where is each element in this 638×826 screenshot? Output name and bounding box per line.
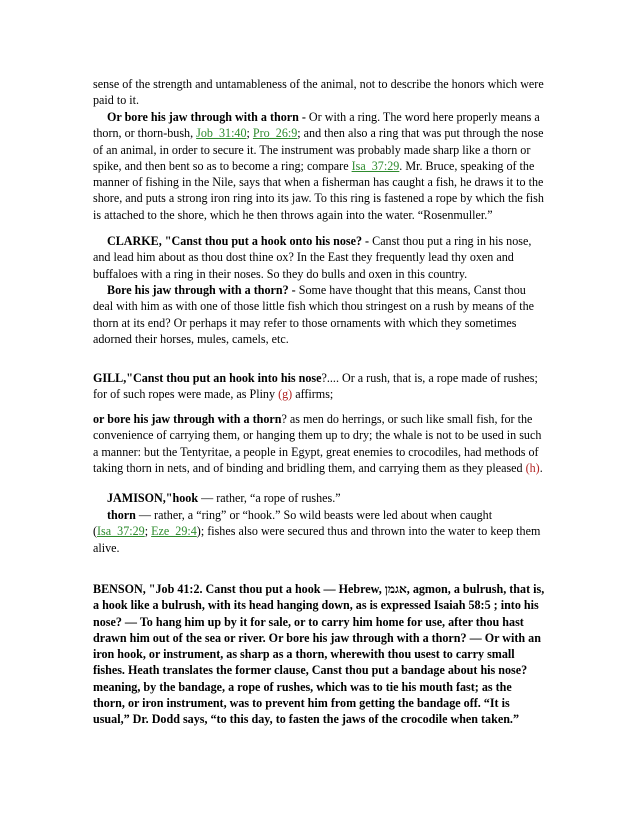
paragraph-text: . Mr. Bruce, speaking of the manner of fishing in the Nile, says that when a fisherman has caught a fish, he draws it to the shore, and puts a strong iron ring into its jaw. To this ring is fastened a rope by which the fish is attached to the shore, which he then throws again into the water. “Rosenmuller.” (93, 158, 544, 222)
paragraph-text: ?.... Or a rush, that is, a rope made of rushes; for of such ropes were made, as Pliny (93, 371, 538, 402)
paragraph-text: — rather, “a rope of rushes.” (198, 491, 341, 505)
jamison-thorn-paragraph (93, 507, 545, 556)
paragraph-text: affirms; (292, 387, 334, 402)
verse-heading: Bore his jaw through with a thorn? - (107, 283, 299, 297)
separator-text: ; (246, 126, 253, 141)
barnes-thorn-paragraph (93, 109, 545, 223)
paragraph-text: BENSON, "Job 41:2. Canst thou put a hook — Hebrew, אגמן, agmon, a bulrush, that is, a hook like a bulrush, with its head hanging down, as is expressed Isaiah 58:5 ; into his nose? — To hang him up by it for sale, or to carry him home for use, after thou hast drawn him out of the sea or river. Or bore his jaw through with a thorn? — Or with an iron hook, or instrument, as sharp as a thorn, wherewith thou usest to carry small fishes. Heath translates the former clause, Canst thou put a bandage about his nose? meaning, by the bandage, a rope of rushes, which was to tie his mouth fast; as the thorn, or iron instrument, was to prevent him from getting the bandage off. “It is usual,” Dr. Dodd says, “to this day, to fasten the jaws of the crocodile when taken.” (93, 582, 545, 727)
clarke-hook-paragraph (93, 233, 545, 282)
verse-heading: or bore his jaw through with a thorn (93, 412, 282, 426)
jamison-hook-paragraph (93, 490, 545, 506)
benson-paragraph (93, 581, 545, 728)
footnote-marker-h[interactable]: (h) (525, 460, 540, 475)
scripture-link-isa-37-29[interactable]: Isa_37:29 (351, 158, 400, 173)
paragraph-text: . (539, 460, 543, 475)
verse-heading: thorn (107, 508, 136, 522)
paragraph-text: ); fishes also were secured thus and thrown into the water to keep them alive. (93, 524, 541, 555)
paragraph-text: ? as men do herrings, or such like small fish, for the convenience of carrying them, or hanging them up to dry; the whale is not to be used in such a manner: but the Tentyritae, a people in Egypt, great enemies to crocodiles, had methods of taking thorn in nets, and of binding and bridling them, and carrying them as they pleased (93, 412, 542, 475)
paragraph-text: — rather, a “ring” or “hook.” So wild beasts were led about when caught ( (93, 508, 493, 539)
barnes-continuation-paragraph (93, 76, 545, 109)
paragraph-text: Or with a ring. The word here properly means a thorn, or thorn-bush, (93, 110, 540, 141)
paragraph-text: Canst thou put a ring in his nose, and lead him about as thou dost thine ox? In the East they frequently lead thy oxen and buffaloes with a ring in their noses. So they do bulls and oxen in this country. (93, 234, 532, 281)
separator-text: ; (144, 524, 152, 539)
gill-hook-paragraph (93, 370, 545, 403)
scripture-link-eze-29-4[interactable]: Eze_29:4 (151, 524, 197, 539)
scripture-link-isa-37-29[interactable]: Isa_37:29 (97, 524, 145, 539)
paragraph-text: Some have thought that this means, Canst thou deal with him as with one of those little fish which thou stringest on a rush by means of the thorn at its end? Or perhaps it may refer to those ornaments with which they sometimes adorned their horses, mules, camels, etc. (93, 283, 535, 346)
gill-thorn-paragraph (93, 411, 545, 476)
scripture-link-job-31-40[interactable]: Job_31:40 (196, 126, 247, 141)
footnote-marker-g[interactable]: (g) (278, 387, 293, 402)
paragraph-text: ; and then also a ring that was put through the nose of an animal, in order to secure it. The instrument was probably made sharp like a thorn or spike, and then bent so as to become a ring; compare (93, 126, 544, 173)
verse-heading: Or bore his jaw through with a thorn - (107, 110, 309, 124)
commentator-heading: CLARKE, "Canst thou put a hook onto his nose? - (107, 234, 373, 248)
scripture-link-pro-26-9[interactable]: Pro_26:9 (252, 126, 298, 141)
clarke-thorn-paragraph (93, 282, 545, 347)
paragraph-text: sense of the strength and untamableness of the animal, not to describe the honors which were paid to it. (93, 77, 544, 108)
commentator-heading: GILL,"Canst thou put an hook into his nose (93, 371, 322, 385)
commentator-heading: JAMISON,"hook (107, 491, 199, 505)
